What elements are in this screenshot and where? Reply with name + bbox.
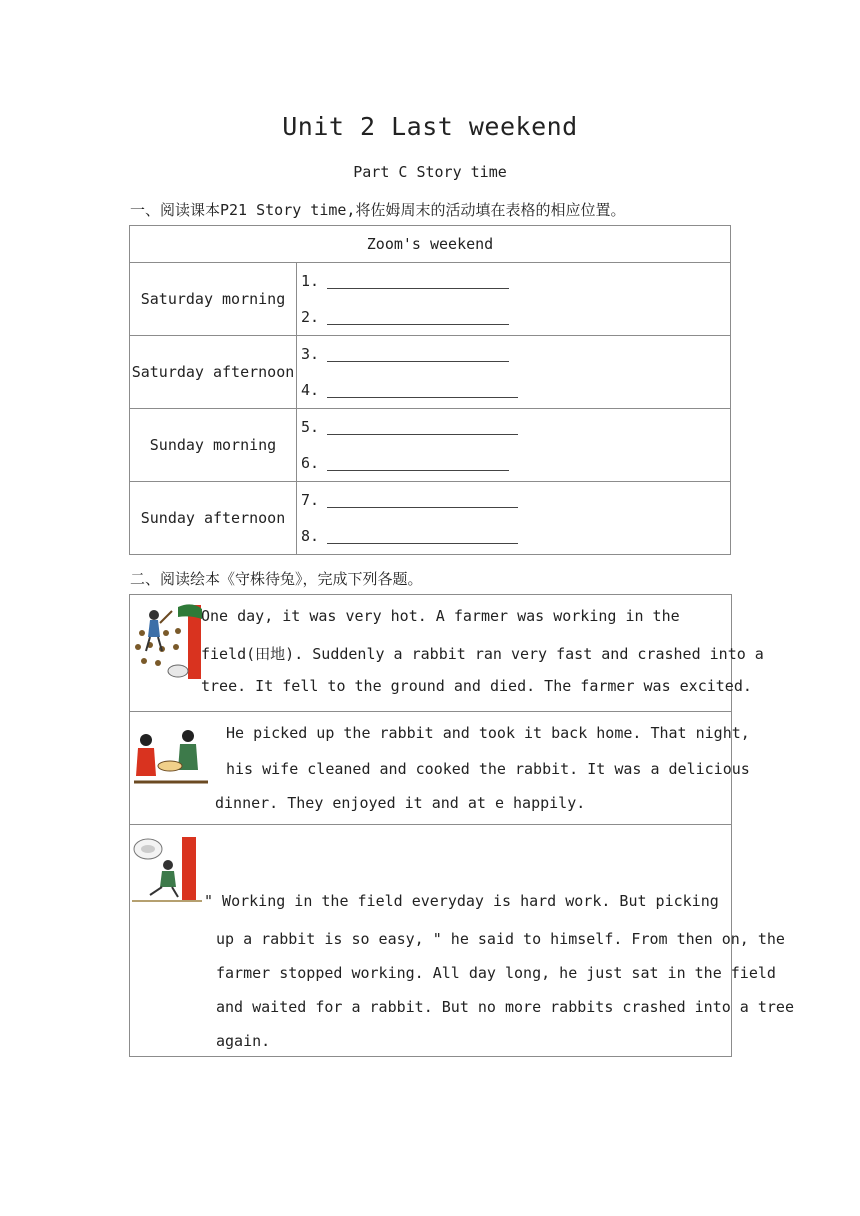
story-3-line-3: farmer stopped working. All day long, he just sat in the field bbox=[216, 964, 776, 982]
section-1-heading: 一、阅读课本P21 Story time,将佐姆周末的活动填在表格的相应位置。 bbox=[130, 201, 626, 219]
story-1-line-1: One day, it was very hot. A farmer was working in the bbox=[201, 607, 680, 625]
story-panel-3 bbox=[129, 824, 794, 1057]
story-2-line-2: his wife cleaned and cooked the rabbit. It was a delicious bbox=[226, 760, 750, 778]
page-title: Unit 2 Last weekend bbox=[282, 112, 578, 141]
story-1-line-2: field(田地). Suddenly a rabbit ran very fast and crashed into a bbox=[201, 645, 764, 663]
table-row bbox=[130, 336, 731, 409]
answer-blank[interactable] bbox=[297, 445, 730, 481]
answer-blank[interactable] bbox=[297, 518, 730, 554]
weekend-table bbox=[129, 225, 731, 555]
story-panel-1 bbox=[129, 594, 764, 711]
blank-number: 1. bbox=[301, 272, 320, 290]
blank-number: 2. bbox=[301, 308, 320, 326]
blank-number: 5. bbox=[301, 418, 320, 436]
table-title: Zoom's weekend bbox=[130, 226, 731, 263]
story-3-line-2: up a rabbit is so easy, " he said to himself. From then on, the bbox=[216, 930, 785, 948]
family-dinner-illustration bbox=[132, 726, 210, 790]
table-row bbox=[130, 263, 731, 336]
section-2-heading: 二、阅读绘本《守株待兔》，完成下列各题。 bbox=[130, 570, 423, 588]
answer-blank[interactable] bbox=[297, 372, 730, 408]
story-2-line-1: He picked up the rabbit and took it back home. That night, bbox=[226, 724, 750, 742]
blank-number: 8. bbox=[301, 527, 320, 545]
answer-blank[interactable] bbox=[297, 263, 730, 299]
story-2-line-3: dinner. They enjoyed it and at e happily. bbox=[215, 794, 586, 812]
table-row bbox=[130, 482, 731, 555]
answer-blank[interactable] bbox=[297, 299, 730, 335]
table-row bbox=[130, 409, 731, 482]
story-panel-2 bbox=[129, 711, 750, 824]
blank-number: 4. bbox=[301, 381, 320, 399]
row-label: Saturday afternoon bbox=[130, 336, 297, 409]
story-3-line-1: " Working in the field everyday is hard work. But picking bbox=[204, 892, 719, 910]
story-1-line-3: tree. It fell to the ground and died. The farmer was excited. bbox=[201, 677, 752, 695]
blank-number: 7. bbox=[301, 491, 320, 509]
answer-blank[interactable] bbox=[297, 409, 730, 445]
answer-blank[interactable] bbox=[297, 482, 730, 518]
farmer-waiting-illustration bbox=[132, 835, 204, 905]
farmer-field-illustration bbox=[132, 603, 204, 683]
blank-number: 3. bbox=[301, 345, 320, 363]
answer-blank[interactable] bbox=[297, 336, 730, 372]
page-subtitle: Part C Story time bbox=[353, 163, 507, 181]
row-label: Saturday morning bbox=[130, 263, 297, 336]
row-label: Sunday morning bbox=[130, 409, 297, 482]
story-3-line-4: and waited for a rabbit. But no more rabbits crashed into a tree bbox=[216, 998, 794, 1016]
story-3-line-5: again. bbox=[216, 1032, 271, 1050]
row-label: Sunday afternoon bbox=[130, 482, 297, 555]
blank-number: 6. bbox=[301, 454, 320, 472]
